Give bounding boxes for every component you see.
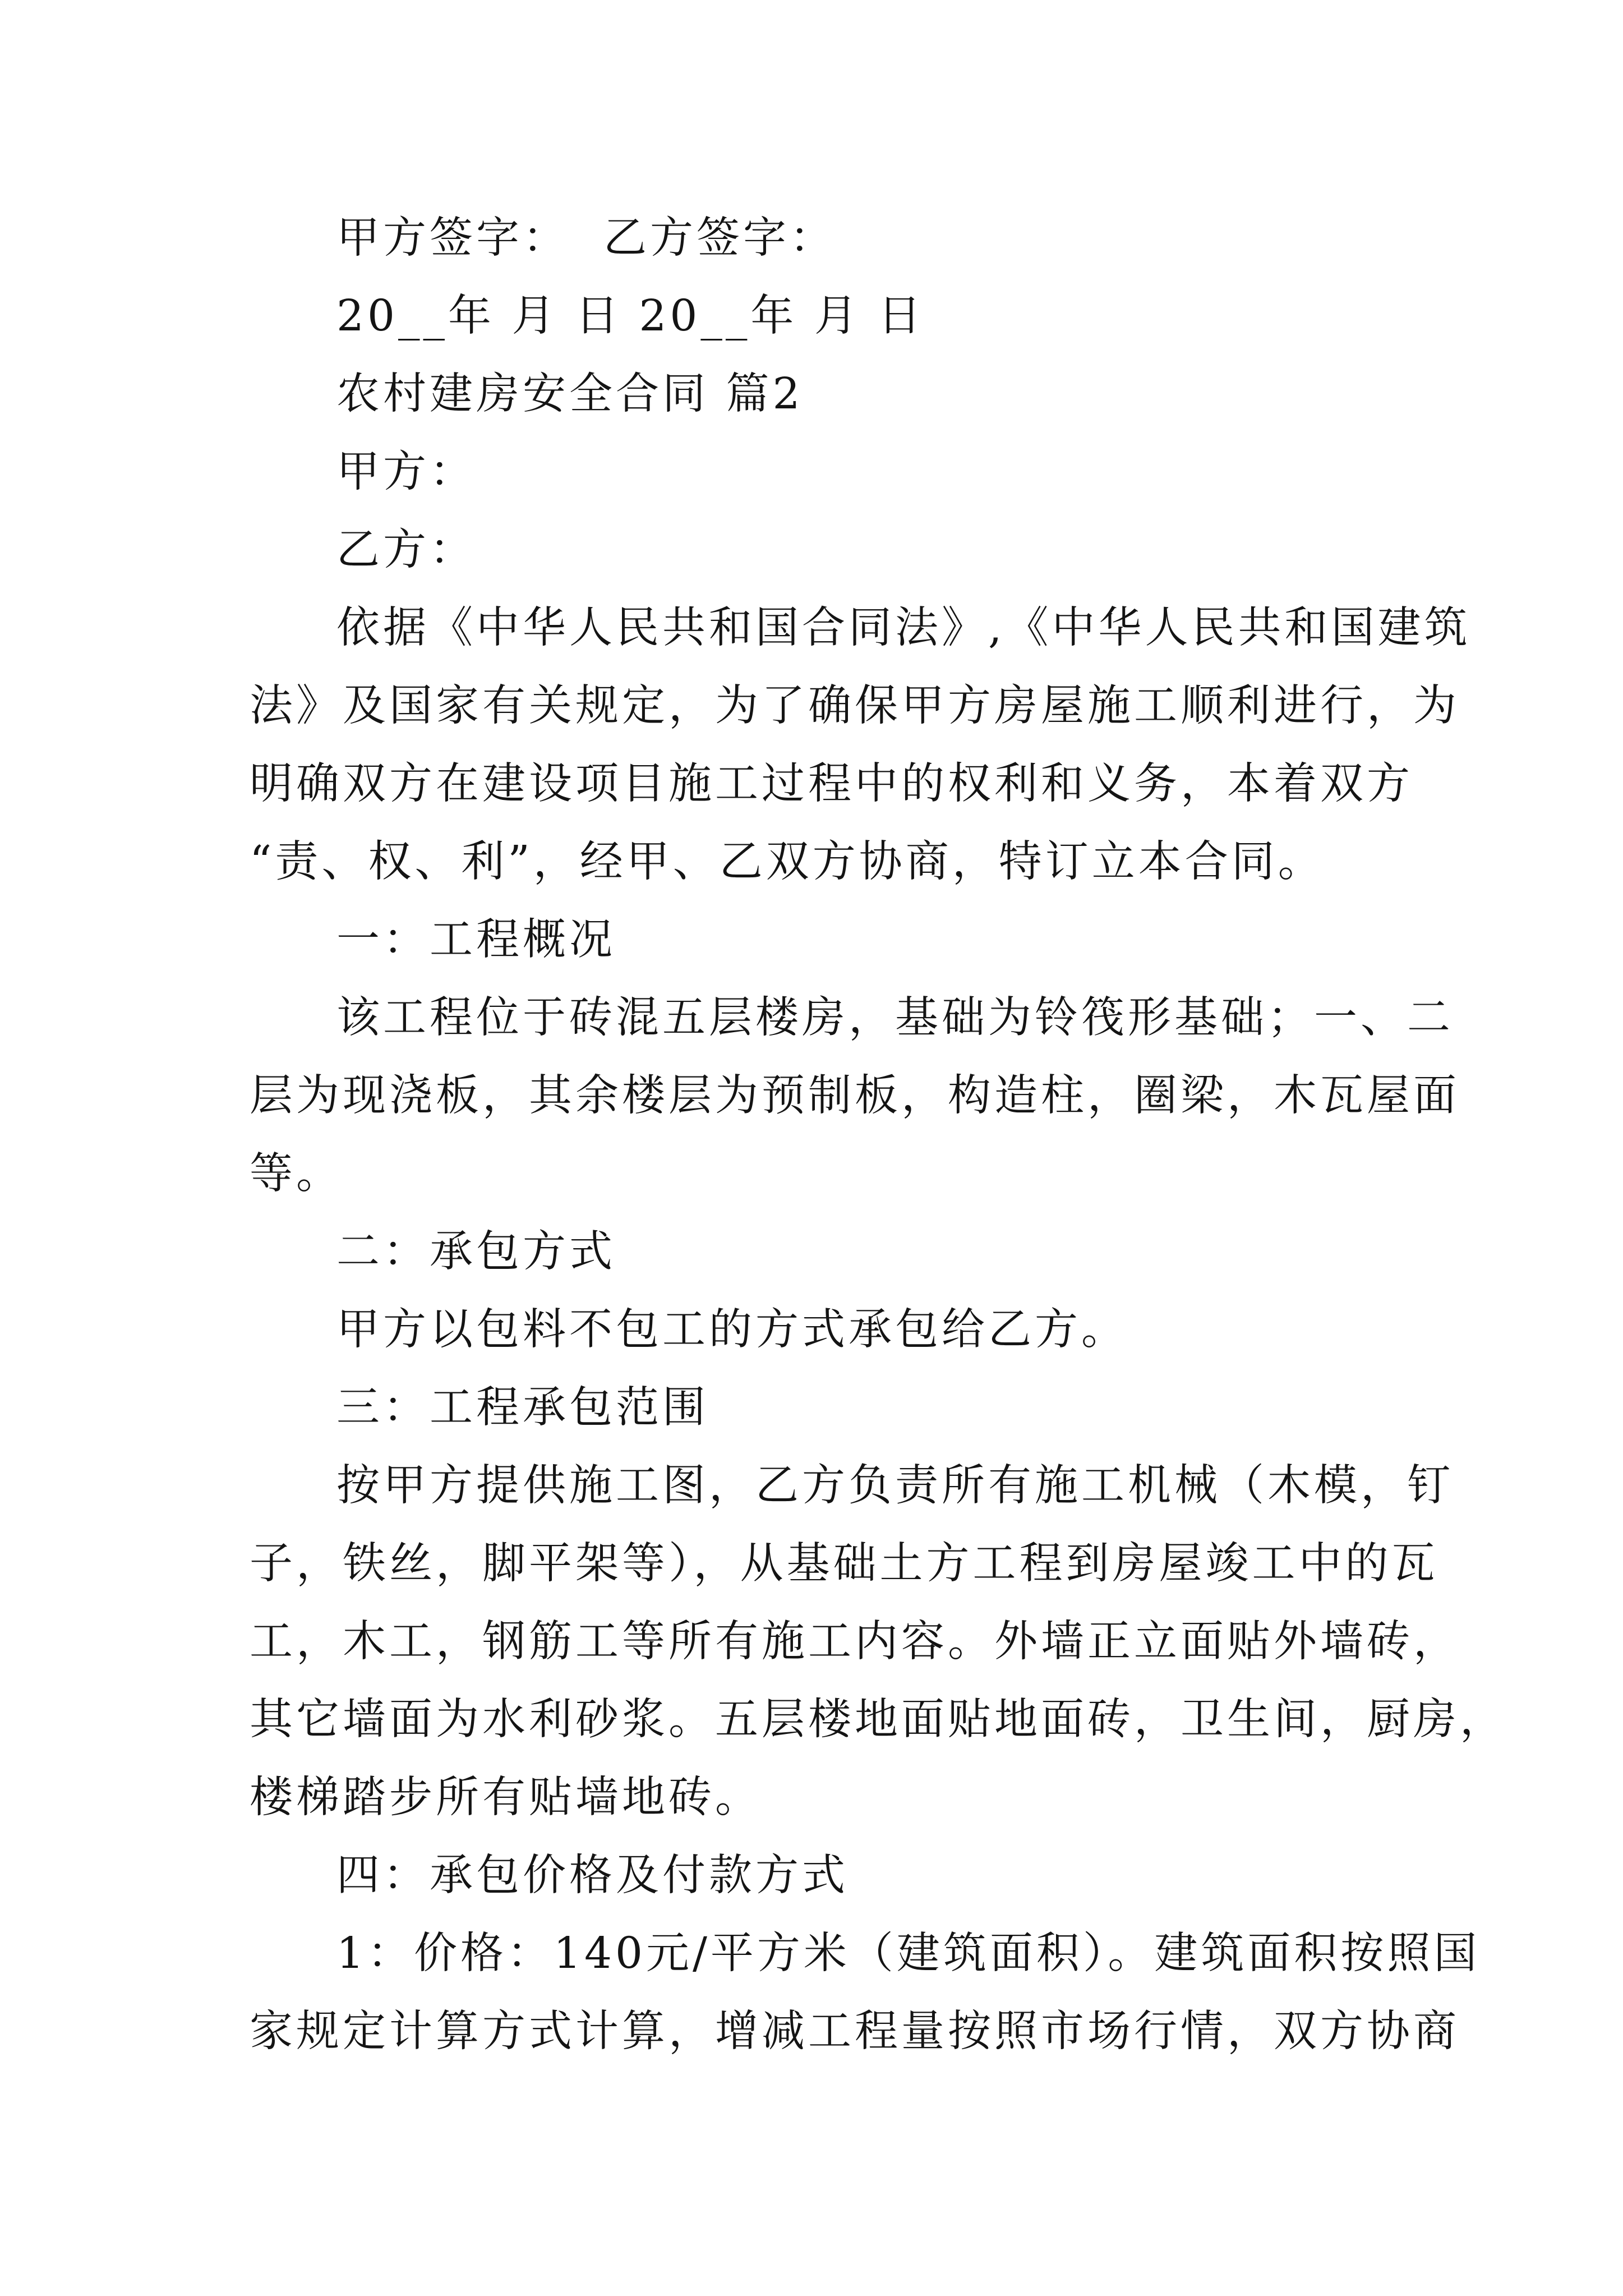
paragraph-line: 法》及国家有关规定，为了确保甲方房屋施工顺利进行，为 [250,681,1460,731]
paragraph-line: 其它墙面为水利砂浆。五层楼地面贴地面砖，卫生间，厨房， [250,1695,1506,1745]
party-a-line: 甲方： [336,447,476,497]
clause-heading: 一：工程概况 [336,915,616,965]
party-b-line: 乙方： [336,525,476,575]
paragraph-line: 甲方以包料不包工的方式承包给乙方。 [336,1305,1128,1355]
date-line: 20__年 月 日 20__年 月 日 [336,291,925,341]
clause-heading: 四：承包价格及付款方式 [336,1851,849,1901]
document-body [250,199,1506,2070]
paragraph-line: 1：价格：140元/平方米（建筑面积）。建筑面积按照国 [336,1929,1481,1978]
paragraph-line: “责、权、利”，经甲、乙双方协商，特订立本合同。 [250,837,1325,887]
paragraph-line: 明确双方在建设项目施工过程中的权利和义务，本着双方 [250,759,1413,809]
paragraph-line: 层为现浇板，其余楼层为预制板，构造柱，圈梁，木瓦屋面 [250,1071,1460,1121]
paragraph-line: 依据《中华人民共和国合同法》,《中华人民共和国建筑 [336,603,1471,653]
signature-line: 甲方签字： 乙方签字： [336,213,836,263]
clause-heading: 二：承包方式 [336,1227,616,1277]
paragraph-line: 按甲方提供施工图，乙方负责所有施工机械（木模，钉 [336,1461,1454,1511]
section-title: 农村建房安全合同 篇2 [336,369,804,419]
paragraph-line: 等。 [250,1149,343,1199]
paragraph-line: 子，铁丝，脚平架等），从基础土方工程到房屋竣工中的瓦 [250,1539,1438,1589]
paragraph-line: 该工程位于砖混五层楼房，基础为铃筏形基础；一、二 [336,993,1454,1043]
paragraph-line: 楼梯踏步所有贴墙地砖。 [250,1773,762,1823]
paragraph-line: 家规定计算方式计算，增减工程量按照市场行情，双方协商 [250,2007,1460,2056]
paragraph-line: 工，木工，钢筋工等所有施工内容。外墙正立面贴外墙砖， [250,1617,1460,1667]
clause-heading: 三：工程承包范围 [336,1383,709,1433]
